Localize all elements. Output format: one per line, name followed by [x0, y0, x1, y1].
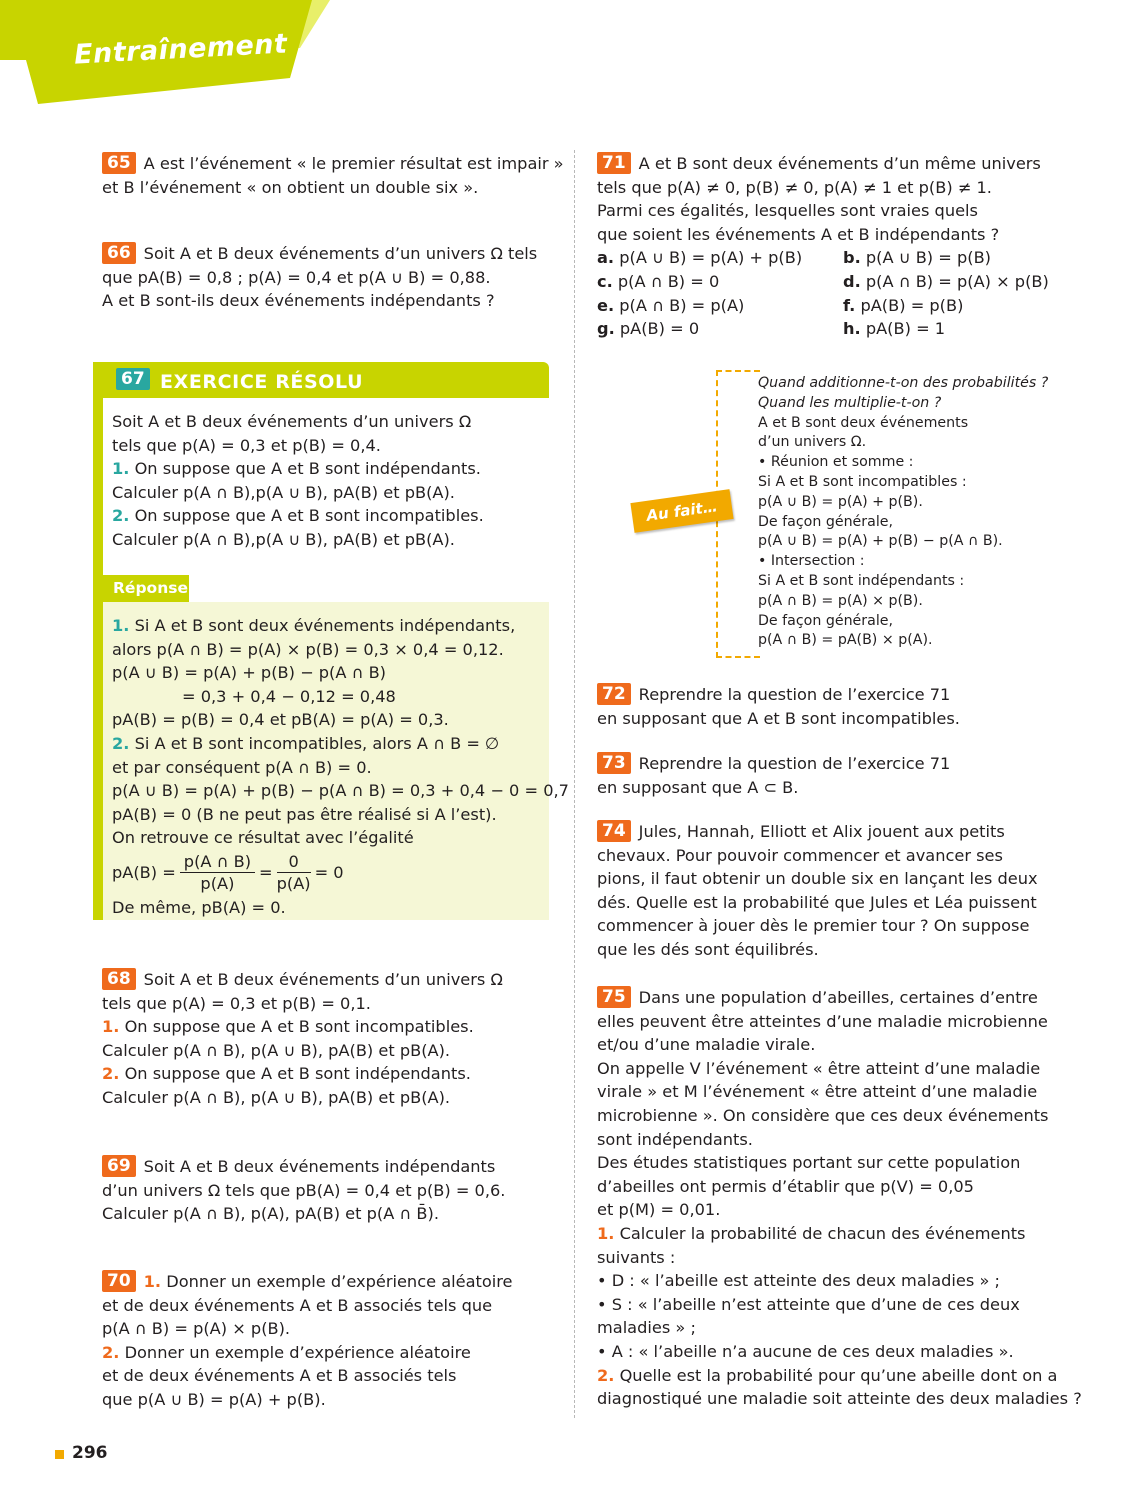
exercise-70: 70 1. Donner un exemple d’expérience aléatoire et de deux événements A et B associés tels que p(A ∩ B) = p(A) × p(B). 2. Donner un exemple d’expérience aléatoire et de deux événements A et B associés tels que p(A ∪ B) = p(A) + p(B). — [102, 1271, 513, 1409]
exercise-71: 71 A et B sont deux événements d’un même univers tels que p(A) ≠ 0, p(B) ≠ 0, p(A) ≠ 1 et p(B) ≠ 1. Parmi ces égalités, lesquelles sont vraies quels que soient les événements A et B indépendants ? a. p(A ∪ B) = p(A) + p(B) b. p(A ∪ B) = p(B) c. p(A ∩ B) = 0 d. p(A ∩ B) = p(A) × p(B) e. p(A ∩ B) = p(A) f. pA(B) = p(B) g. pA(B) = 0 h. pA(B) = 1 — [597, 152, 1043, 341]
exercise-number: 71 — [597, 152, 631, 174]
answer-label: Réponse — [103, 575, 189, 602]
fraction-equation: pA(B) = $\frac{p(A \cap B)}{p(A)}$ = $\frac{0}{p(A)}$ = 0 — [112, 852, 344, 894]
exercise-number: 68 — [102, 968, 136, 990]
page-number: 296 — [72, 1443, 108, 1463]
solved-exercise-title: EXERCICE RÉSOLU — [160, 371, 364, 393]
exercise-75: 75 Dans une population d’abeilles, certaines d’entre elles peuvent être atteintes d’une maladie microbienne et/ou d’une maladie virale. On appelle V l’événement « être atteint d’une maladie virale » et M l’événement « être atteint d’une maladie microbienne ». On considère que ces deux événements sont indépendants. Des études statistiques portant sur cette population d’abeilles ont permis d’établir que p(V) = 0,05 et p(M) = 0,01. 1. Calculer la probabilité de chacun des événements suivants : • D : « l’abeille est atteinte des deux maladies » ; • S : « l’abeille n’est atteinte que d’une de ces deux maladies » ; • A : « l’abeille n’a aucune de ces deux maladies ». 2. Quelle est la probabilité pour qu’une abeille dont on a diagnostiqué une maladie soit atteinte des deux maladies ? — [597, 987, 1082, 1409]
options-grid: a. p(A ∪ B) = p(A) + p(B) b. p(A ∪ B) = p(B) c. p(A ∩ B) = 0 d. p(A ∩ B) = p(A) × p(B) e. p(A ∩ B) = p(A) f. pA(B) = p(B) g. pA(B) = 0 h. pA(B) = 1 — [597, 248, 1049, 339]
exercise-74: 74 Jules, Hannah, Elliott et Alix jouent aux petits chevaux. Pour pouvoir commencer et avancer ses pions, il faut obtenir un double six en lançant les deux dés. Quelle est la probabilité que Jules et Léa puissent commencer à jouer dès le premier tour ? On suppose que les dés sont équilibrés. — [597, 821, 1038, 959]
column-divider — [574, 150, 575, 1418]
exercise-number: 67 — [116, 368, 150, 390]
exercise-66: 66 Soit A et B deux événements d’un univers Ω tels que pA(B) = 0,8 ; p(A) = 0,4 et p(A ∪ B) = 0,88. A et B sont-ils deux événements indépendants ? — [102, 243, 538, 311]
exercise-73: 73 Reprendre la question de l’exercice 71 en supposant que A ⊂ B. — [597, 753, 951, 797]
exercise-65: 65 A est l’événement « le premier résultat est impair » et B l’événement « on obtient un double six ». — [102, 153, 564, 197]
exercise-72: 72 Reprendre la question de l’exercice 71 en supposant que A et B sont incompatibles. — [597, 684, 960, 728]
exercise-number: 74 — [597, 820, 631, 842]
solved-exercise-bar — [93, 398, 103, 920]
exercise-number: 73 — [597, 752, 631, 774]
exercise-number: 70 — [102, 1270, 136, 1292]
exercise-number: 66 — [102, 242, 136, 264]
page-marker — [55, 1450, 64, 1459]
solved-exercise-header — [93, 362, 549, 398]
exercise-number: 75 — [597, 986, 631, 1008]
aufait-tag: Au fait… — [630, 489, 733, 533]
exercise-number: 65 — [102, 152, 136, 174]
answer-text: 1. Si A et B sont deux événements indépendants, alors p(A ∩ B) = p(A) × p(B) = 0,3 × 0,4 = 0,12. p(A ∪ B) = p(A) + p(B) − p(A ∩ B) = 0,3 + 0,4 − 0,12 = 0,48 pA(B) = p(B) = 0,4 et pB(A) = p(A) = 0,3. 2. Si A et B sont incompatibles, alors A ∩ B = ∅ et par conséquent p(A ∩ B) = 0. p(A ∪ B) = p(A) + p(B) − p(A ∩ B) = 0,3 + 0,4 − 0 = 0,7 pA(B) = 0 (B ne peut pas être réalisé si A l’est). On retrouve ce résultat avec l’égalité pA(B) = $\frac{p(A \cap B)}{p(A)}$ = $\frac{0}{p(A)}$ = 0 De même, pB(A) = 0. — [112, 616, 569, 917]
section-title: Entraînement — [73, 28, 289, 71]
aufait-text: Quand additionne-t-on des probabilités ? Quand les multiplie-t-on ? A et B sont deux événements d’un univers Ω. • Réunion et somme : Si A et B sont incompatibles : p(A ∪ B) = p(A) + p(B). De façon générale, p(A ∪ B) = p(A) + p(B) − p(A ∩ B). • Intersection : Si A et B sont indépendants : p(A ∩ B) = p(A) × p(B). De façon générale, p(A ∩ B) = pA(B) × p(A). — [758, 375, 1049, 649]
exercise-68: 68 Soit A et B deux événements d’un univers Ω tels que p(A) = 0,3 et p(B) = 0,1. 1. On suppose que A et B sont incompatibles. Calculer p(A ∩ B), p(A ∪ B), pA(B) et pB(A). 2. On suppose que A et B sont indépendants. Calculer p(A ∩ B), p(A ∪ B), pA(B) et pB(A). — [102, 969, 503, 1107]
exercise-number: 72 — [597, 683, 631, 705]
exercise-number: 69 — [102, 1155, 136, 1177]
solved-exercise-statement: Soit A et B deux événements d’un univers Ω tels que p(A) = 0,3 et p(B) = 0,4. 1. On suppose que A et B sont indépendants. Calculer p(A ∩ B),p(A ∪ B), pA(B) et pB(A). 2. On suppose que A et B sont incompatibles. Calculer p(A ∩ B),p(A ∪ B), pA(B) et pB(A). — [112, 412, 484, 549]
exercise-69: 69 Soit A et B deux événements indépendants d’un univers Ω tels que pB(A) = 0,4 et p(B) = 0,6. Calculer p(A ∩ B), p(A), pA(B) et p(A ∩ B̄). — [102, 1156, 506, 1224]
